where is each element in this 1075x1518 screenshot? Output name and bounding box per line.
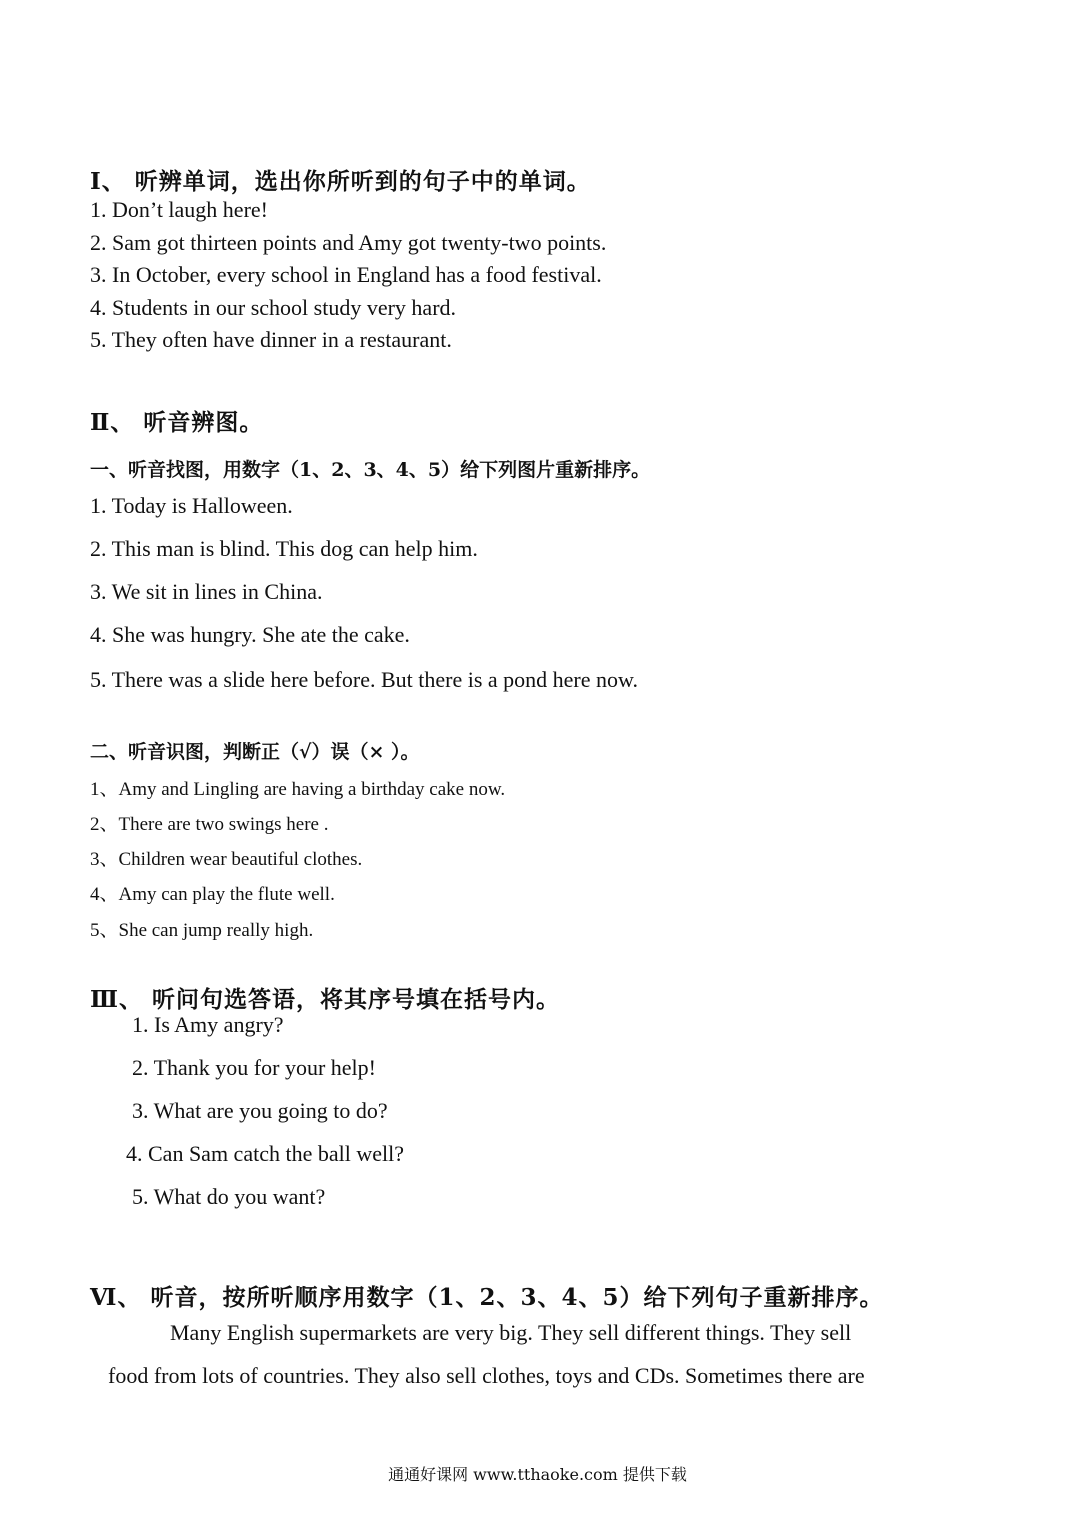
- section-2-part-1-item: 5. There was a slide here before. But there is a pond here now.: [90, 667, 638, 692]
- section-3-item: 3. What are you going to do?: [132, 1098, 388, 1123]
- section-2-part-2-title: 二、听音识图，判断正（√）误（× ）。: [90, 741, 420, 763]
- section-1-item: 3. In October, every school in England has a food festival.: [90, 262, 602, 287]
- passage-line: Many English supermarkets are very big. They sell different things. They sell: [170, 1320, 852, 1345]
- section-3-title: Ⅲ、 听问句选答语，将其序号填在括号内。: [90, 986, 561, 1013]
- section-2-part-2-item: 1、Amy and Lingling are having a birthday cake now.: [90, 779, 506, 800]
- footer-text: 通通好课网 www.tthaoke.com 提供下载: [388, 1465, 687, 1484]
- section-3-item: 4. Can Sam catch the ball well?: [126, 1141, 404, 1166]
- section-2-part-1-item: 3. We sit in lines in China.: [90, 579, 323, 604]
- section-2-part-2-item: 4、Amy can play the flute well.: [90, 884, 335, 905]
- section-1-title: Ⅰ、 听辨单词，选出你所听到的句子中的单词。: [90, 168, 591, 195]
- passage-line: food from lots of countries. They also sell clothes, toys and CDs. Sometimes there are: [108, 1363, 865, 1388]
- section-1-item: 1. Don’t laugh here!: [90, 197, 268, 222]
- section-3-item: 5. What do you want?: [132, 1184, 326, 1209]
- section-2-part-2-item: 3、Children wear beautiful clothes.: [90, 849, 363, 870]
- section-2-title: Ⅱ、 听音辨图。: [90, 409, 264, 436]
- section-1-item: 2. Sam got thirteen points and Amy got twenty-two points.: [90, 230, 607, 255]
- section-2-part-2-item: 5、She can jump really high.: [90, 920, 314, 941]
- section-2-part-1-title: 一、听音找图，用数字（1、2、3、4、5）给下列图片重新排序。: [90, 459, 651, 481]
- section-2-part-1-item: 4. She was hungry. She ate the cake.: [90, 622, 410, 647]
- section-3-item: 2. Thank you for your help!: [132, 1055, 376, 1080]
- section-3-item: 1. Is Amy angry?: [132, 1012, 284, 1037]
- section-2-part-2-item: 2、There are two swings here .: [90, 814, 329, 835]
- section-1-item: 5. They often have dinner in a restaurant.: [90, 327, 452, 352]
- section-4-title: Ⅵ、 听音，按所听顺序用数字（1、2、3、4、5）给下列句子重新排序。: [90, 1284, 884, 1311]
- section-2-part-1-item: 1. Today is Halloween.: [90, 493, 293, 518]
- section-2-part-1-item: 2. This man is blind. This dog can help him.: [90, 536, 478, 561]
- section-1-item: 4. Students in our school study very hard.: [90, 295, 457, 320]
